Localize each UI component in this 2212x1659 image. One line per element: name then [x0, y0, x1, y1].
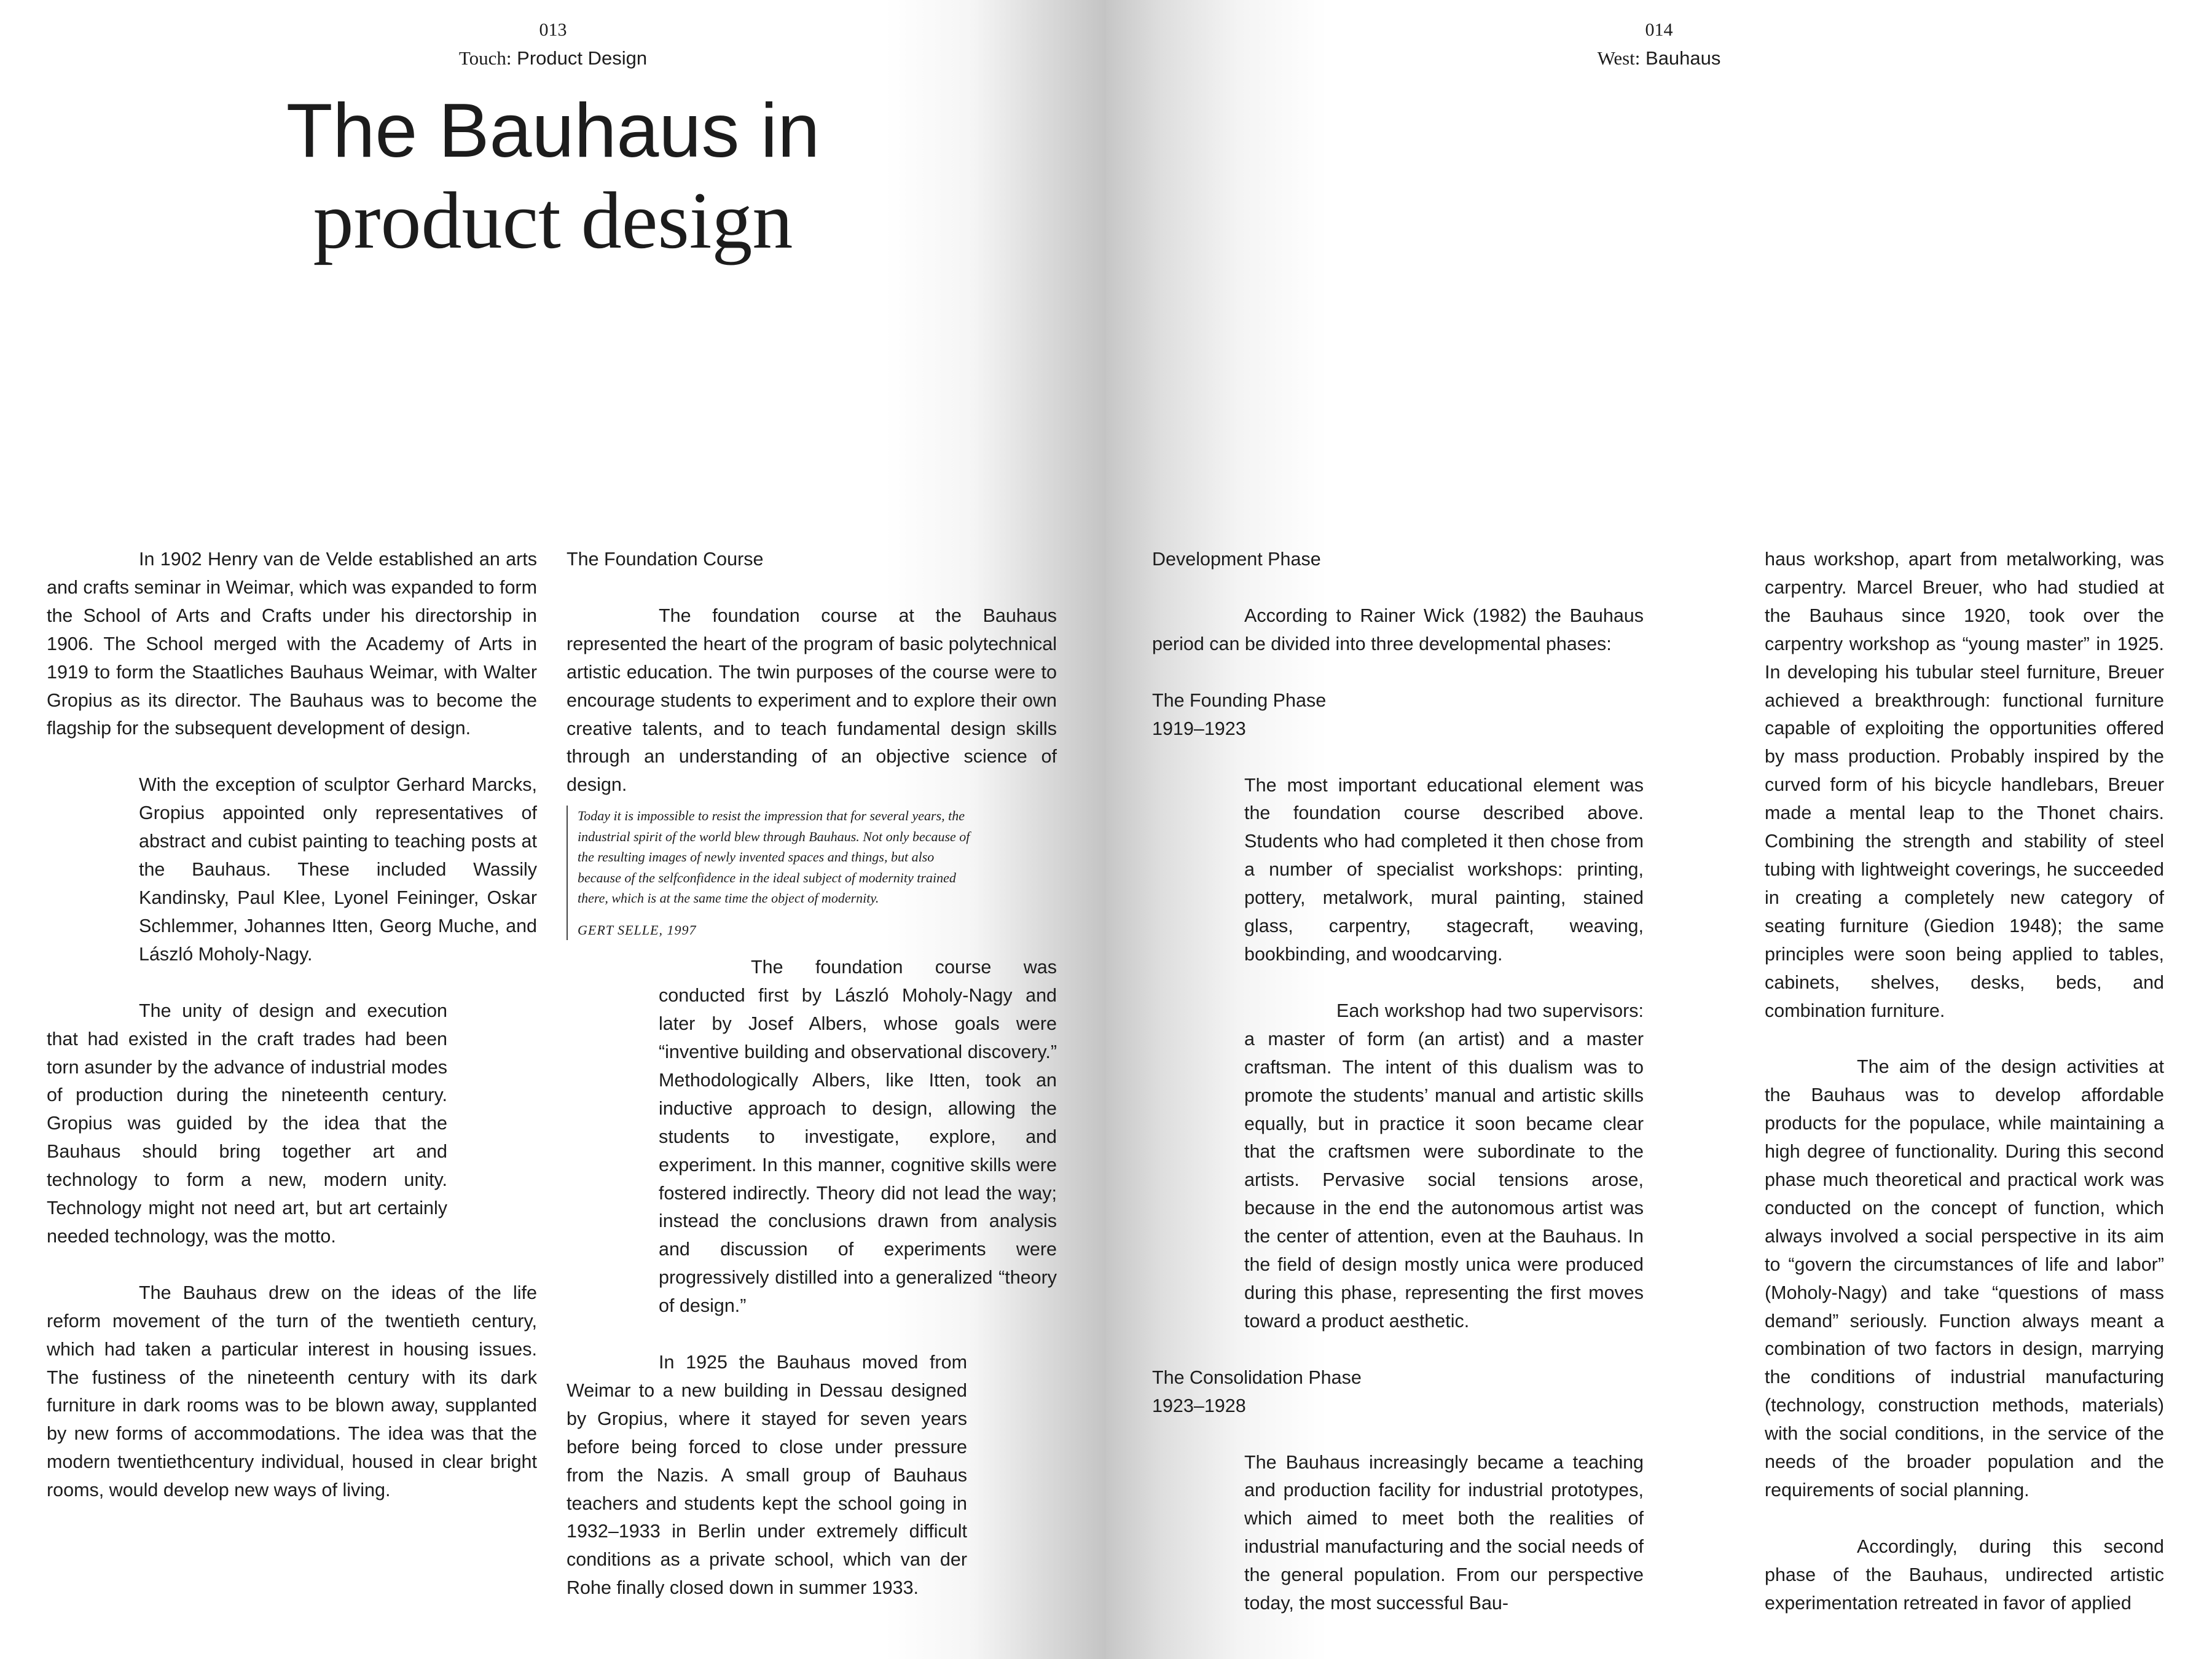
paragraph: Each workshop had two supervisors: a master of form (an artist) and a master craftsman. The intent of this dualism was to promote the students’ manual and artistic skills equally, but in practice it soon became clear that the craftsmen were subordinate to the artists. Pervasive social tensions arose, because in the end the autonomous artist was the center of attention, even at the Bauhaus. In the field of design mostly unica were produced during this phase, representing the first moves toward a product aesthetic. [1244, 1000, 1644, 1332]
text-column-1 [47, 546, 537, 1505]
page-number: 013 [539, 20, 567, 40]
phase-title: The Consolidation Phase [1152, 1367, 1362, 1388]
paragraph: The unity of design and execution that had existed in the craft trades had been torn asunder by the advance of industrial modes of production during the nineteenth century. Gropius was guided by the idea that the Bauhaus should bring together art and technology to form a new, modern unity. Technology might not need art, but art certainly needed technology, was the motto. [47, 1000, 447, 1247]
paragraph: In 1902 Henry van de Velde established an arts and crafts seminar in Weimar, which was expanded to form the School of Arts and Crafts under his directorship in 1906. The School merged with the Academy of Arts in 1919 to form the Staatliches Bauhaus Weimar, with Walter Gropius as its director. The Bauhaus was to become the flagship for the subsequent development of design. [47, 549, 537, 739]
page-title [184, 86, 922, 265]
section-prefix: West: [1597, 47, 1641, 69]
paragraph: The Bauhaus drew on the ideas of the life reform movement of the turn of the twentieth century, which had taken a particular interest in housing issues. The fustiness of the nineteenth century with its dark furniture in dark rooms was to be blown away, supplanted by new forms of accommodations. The idea was that the modern twentiethcentury individual, housed in clear bright rooms, would develop new ways of living. [47, 1282, 537, 1501]
paragraph: Accordingly, during this second phase of the Bauhaus, undirected artistic experimentation retreated in favor of applied [1765, 1535, 2164, 1614]
section-label [399, 47, 707, 69]
right-page [1106, 0, 2212, 1659]
paragraph: According to Rainer Wick (1982) the Bauhaus period can be divided into three developmental phases: [1152, 605, 1644, 654]
paragraph: haus workshop, apart from metalworking, was carpentry. Marcel Breuer, who had studied at the Bauhaus since 1920, took over the carpentry workshop as “young master” in 1925. In developing his tubular steel furniture, Breuer achieved a breakthrough: functional furniture capable of exploiting the opportunities offered by mass production. Probably inspired by the curved form of his bicycle handlebars, Breuer made a mental leap to the Thonet chairs. Combining the strength and stability of steel tubing with lightweight coverings, he succeeded in creating a completely new category of seating furniture (Giedion 1948); the same principles were soon being applied to tables, cabinets, shelves, desks, beds, and combination furniture. [1765, 549, 2164, 1021]
paragraph: The Bauhaus increasingly became a teaching and production facility for industrial prototypes, which aimed to meet both the realities of industrial manufacturing and the social needs of the general population. From our perspective today, the most successful Bau- [1244, 1451, 1644, 1614]
paragraph: The aim of the design activities at the Bauhaus was to develop affordable products for the populace, while maintaining a high degree of functionality. During this second phase much theoretical and practical work was conducted on the concept of function, which always involved a social perspective in its aim to “govern the circumstances of life and labor” (Moholy-Nagy) and take “questions of mass demand” seriously. Function always meant a combination of two factors in design, marrying the conditions of industrial manufacturing (technology, construction methods, materials) with the social conditions, in the service of the needs of the broader population and the requirements of social planning. [1765, 1056, 2164, 1500]
quote-author: GERT SELLE, 1997 [578, 922, 697, 938]
paragraph: The foundation course at the Bauhaus represented the heart of the program of basic polytechnical artistic education. The twin purposes of the course were to encourage students to experiment and to explore their own creative talents, and to teach fundamental design skills through an understanding of an objective science of design. [567, 605, 1057, 796]
section-prefix: Touch: [458, 47, 512, 69]
section-heading: Development Phase [1152, 549, 1321, 570]
phase-years: 1923–1928 [1152, 1395, 1246, 1416]
paragraph: The foundation course was conducted first by László Moholy-Nagy and later by Josef Albers, whose goals were “inventive building and observational discovery.” Methodologically Albers, like Itten, took an inductive approach to design, allowing the students to investigate, explore, and experiment. In this manner, cognitive skills were fostered indirectly. Theory did not lead the way; instead the conclusions drawn from analysis and discussion of experiments were progressively distilled into a generalized “theory of design.” [659, 957, 1057, 1317]
phase-years: 1919–1923 [1152, 718, 1246, 739]
text-column-2 [567, 546, 1057, 1602]
text-column-4 [1765, 546, 2164, 1618]
pull-quote [567, 806, 971, 940]
section-name: Bauhaus [1640, 47, 1721, 69]
text-column-3 [1152, 546, 1644, 1618]
quote-text: Today it is impossible to resist the impression that for several years, the industrial spirit of the world blew through Bauhaus. Not only because of the resulting images of newly invented spaces and things, but also because of the selfconfidence in the ideal subject of modernity trained there, which is at the same time the object of modernity. [578, 808, 970, 906]
title-line-1: The Bauhaus in [286, 88, 820, 173]
section-label [1505, 47, 1813, 69]
paragraph: In 1925 the Bauhaus moved from Weimar to a new building in Dessau designed by Gropius, where it stayed for seven years before being forced to close under pressure from the Nazis. A small group of Bauhaus teachers and students kept the school going in 1932–1933 in Berlin under extremely difficult conditions as a private school, which van der Rohe finally closed down in summer 1933. [567, 1352, 967, 1599]
section-heading: The Foundation Course [567, 549, 764, 570]
page-number: 014 [1645, 20, 1673, 40]
paragraph: The most important educational element was the foundation course described above. Students who had completed it then chose from a number of specialist workshops: printing, pottery, metalwork, mural painting, stained glass, carpentry, stagecraft, weaving, bookbinding, and woodcarving. [1244, 774, 1644, 965]
section-name: Product Design [511, 47, 648, 69]
paragraph: With the exception of sculptor Gerhard Marcks, Gropius appointed only representatives of abstract and cubist painting to teaching posts at the Bauhaus. These included Wassily Kandinsky, Paul Klee, Lyonel Feininger, Oskar Schlemmer, Johannes Itten, Georg Muche, and László Moholy-Nagy. [139, 774, 537, 965]
title-line-2: product design [313, 175, 793, 265]
phase-title: The Founding Phase [1152, 689, 1327, 711]
